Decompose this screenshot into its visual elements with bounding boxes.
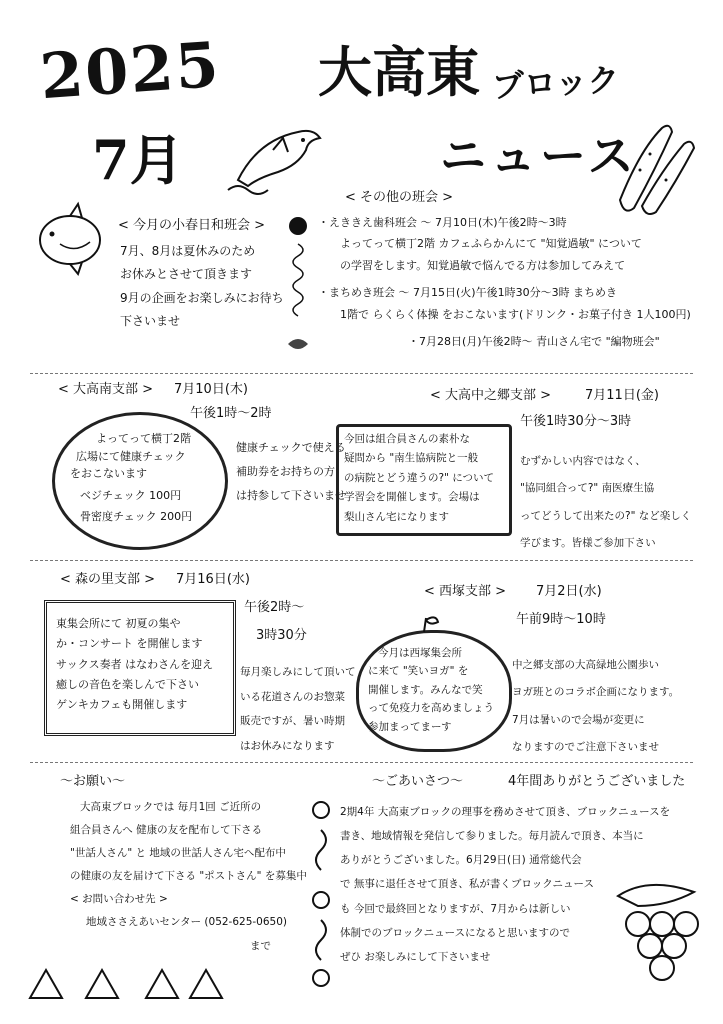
kosodate-heading: < 今月の小春日和班会 > (118, 218, 266, 233)
apple-line: 開催します。みんなで笑 (368, 683, 483, 696)
header-org-suffix: ブロック (491, 60, 621, 106)
balloon-line: 広場にて健康チェック (76, 449, 186, 463)
nishizuka-side-text (512, 652, 679, 761)
side-line: はお休みになります (240, 740, 335, 753)
divider (30, 373, 693, 374)
minami-heading: < 大高南支部 > (58, 382, 154, 397)
cucumber-illustration (600, 120, 700, 210)
nishizuka-apple-text (368, 644, 494, 736)
request-line: 組合員さんへ 健康の友を配布して下さる (70, 824, 263, 837)
nishizuka-time: 午前9時～10時 (516, 612, 606, 627)
header-news-title: ニュース (440, 129, 638, 183)
floral-decoration (306, 790, 336, 990)
nishizuka-heading: < 西塚支部 > (424, 584, 507, 599)
nishizuka-date: 7月2日(水) (536, 584, 602, 599)
balloon-line: ベジチェック 100円 (80, 488, 182, 502)
frame-line: ゲンキカフェも開催します (56, 698, 188, 712)
request-heading: ～お願い～ (60, 774, 126, 789)
side-line: 中之郷支部の大高緑地公園歩い (512, 659, 659, 671)
divider (30, 762, 693, 763)
side-line: いる花道さんのお惣菜 (240, 690, 345, 703)
side-line: 販売ですが、暑い時期 (240, 715, 345, 728)
header-org-name: 大高東 (318, 40, 480, 104)
grapes-illustration (598, 876, 708, 996)
minami-balloon-text (70, 430, 192, 526)
minami-time: 午後1時～2時 (190, 406, 272, 421)
side-line: ヨガ班とのコラボ企画になります。 (512, 686, 680, 699)
frame-line: 東集会所にて 初夏の集や (56, 617, 181, 630)
minami-side-text (236, 436, 346, 509)
mori-heading: < 森の里支部 > (60, 572, 156, 587)
side-line: は持参して下さいませ (236, 489, 346, 503)
side-line: ってどうして出来たの?" など楽しく (520, 509, 692, 522)
side-line: 補助券をお持ちの方 (236, 465, 335, 479)
request-line: 地域ささえあいセンター (052-625-0650) (86, 916, 287, 929)
greeting-line: も 今回で最終回となりますが、7月からは新しい (340, 902, 571, 915)
nakazato-time: 午後1時30分～3時 (520, 414, 632, 429)
board-line: の病院とどう違うの?" について (344, 471, 495, 484)
side-line: むずかしい内容ではなく、 (520, 455, 646, 467)
side-line: 学びます。皆様ご参加下さい (520, 536, 656, 549)
balloon-line: よってって横丁2階 (96, 432, 191, 445)
board-line: 学習会を開催します。会場は (344, 491, 480, 504)
other-body (318, 212, 691, 353)
spiral-decoration (286, 214, 316, 364)
request-line: まで (250, 939, 271, 952)
watermelon-icon (26, 964, 226, 1004)
side-line: 毎月楽しみにして頂いて (240, 666, 356, 678)
greeting-thanks: 4年間ありがとうございました (508, 774, 686, 789)
mori-date: 7月16日(水) (176, 572, 250, 587)
board-line: 今回は組合員さんの素朴な (344, 433, 470, 445)
other-item: ・まちめき班会 ～ 7月15日(火)午後1時30分～3時 まちめき (318, 286, 618, 300)
greeting-line: 書き、地域情報を発信して参りました。毎月読んで頂き、本当に (340, 830, 644, 843)
other-item: よってって横丁2階 カフェふらかんにて "知覚過敏" について (340, 237, 642, 251)
divider (30, 560, 693, 561)
request-line: の健康の友を届けて下さる "ポストさん" を募集中 (70, 870, 307, 883)
frame-line: 癒しの音色を楽しんで下さい (56, 678, 199, 692)
mori-time-start: 午後2時～ (244, 600, 305, 615)
side-line: "協同組合って?" 南医療生協 (520, 482, 655, 495)
nakazato-side-text (520, 448, 691, 557)
other-heading: < その他の班会 > (345, 190, 454, 205)
header-year: 2025 (37, 27, 223, 114)
greeting-line: ぜひ お楽しみにして下さいませ (340, 950, 491, 963)
side-line: 7月は暑いので会場が変更に (512, 713, 645, 726)
nakazato-board-text (344, 430, 494, 527)
greeting-heading: ～ごあいさつ～ (372, 774, 464, 789)
mori-time-end: 3時30分 (256, 628, 307, 643)
greeting-line: で 無事に退任させて頂き、私が書くブロックニュース (340, 878, 594, 891)
mori-frame-text (56, 614, 213, 716)
frame-line: か・コンサート を開催します (56, 637, 203, 651)
kosodate-line: 下さいませ (120, 314, 181, 329)
header-month: 7月 (92, 128, 184, 192)
request-line: 大高東ブロックでは 毎月1回 ご近所の (80, 801, 262, 813)
side-line: 健康チェックで使える (236, 441, 346, 454)
side-line: なりますのでご注意下さいませ (512, 740, 659, 753)
kosodate-line: 9月の企画をお楽しみにお待ち (120, 290, 284, 305)
minami-date: 7月10日(木) (174, 382, 248, 397)
other-item: ・7月28日(月)午後2時～ 青山さん宅で "編物班会" (408, 335, 660, 349)
apple-line: に来て "笑いヨガ" を (368, 665, 469, 678)
dolphin-illustration (228, 120, 328, 195)
balloon-line: をおこないます (70, 467, 147, 481)
kosodate-line: 7月、8月は夏休みのため (120, 244, 256, 258)
apple-line: って免疫力を高めましょう (368, 702, 494, 715)
nakazato-heading: < 大高中之郷支部 > (430, 388, 552, 403)
other-item: ・えききえ歯科班会 ～ 7月10日(木)午後2時～3時 (318, 216, 567, 229)
greeting-line: ありがとうございました。6月29日(日) 通常総代会 (340, 854, 582, 867)
balloon-line: 骨密度チェック 200円 (80, 510, 193, 524)
other-item: の学習をします。知覚過敏で悩んでる方は参加してみえて (340, 258, 626, 272)
other-item: 1階で らくらく体操 をおこないます(ドリンク・お菓子付き 1人100円) (340, 307, 691, 321)
apple-line: 参加まってまーす (368, 720, 452, 733)
kosodate-body (120, 240, 284, 334)
mori-side-text (240, 660, 356, 759)
sunfish-illustration (30, 204, 110, 274)
request-body (70, 796, 307, 958)
board-line: 疑問から "南生協病院と一般 (344, 452, 479, 465)
greeting-line: 体制でのブロックニュースになると思いますので (340, 926, 571, 939)
greeting-line: 2期4年 大高東ブロックの理事を務めさせて頂き、ブロックニュースを (340, 806, 671, 818)
frame-line: サックス奏者 はなわさんを迎え (56, 657, 214, 671)
request-line: "世話人さん" と 地域の世話人さん宅へ配布中 (70, 847, 286, 860)
apple-line: 今月は西塚集会所 (378, 647, 462, 659)
kosodate-line: お休みとさせて頂きます (120, 267, 253, 282)
board-line: 梨山さん宅になります (344, 510, 449, 523)
request-line: < お問い合わせ先 > (70, 893, 168, 906)
apple-leaf-icon (410, 614, 440, 634)
nakazato-date: 7月11日(金) (585, 388, 659, 403)
